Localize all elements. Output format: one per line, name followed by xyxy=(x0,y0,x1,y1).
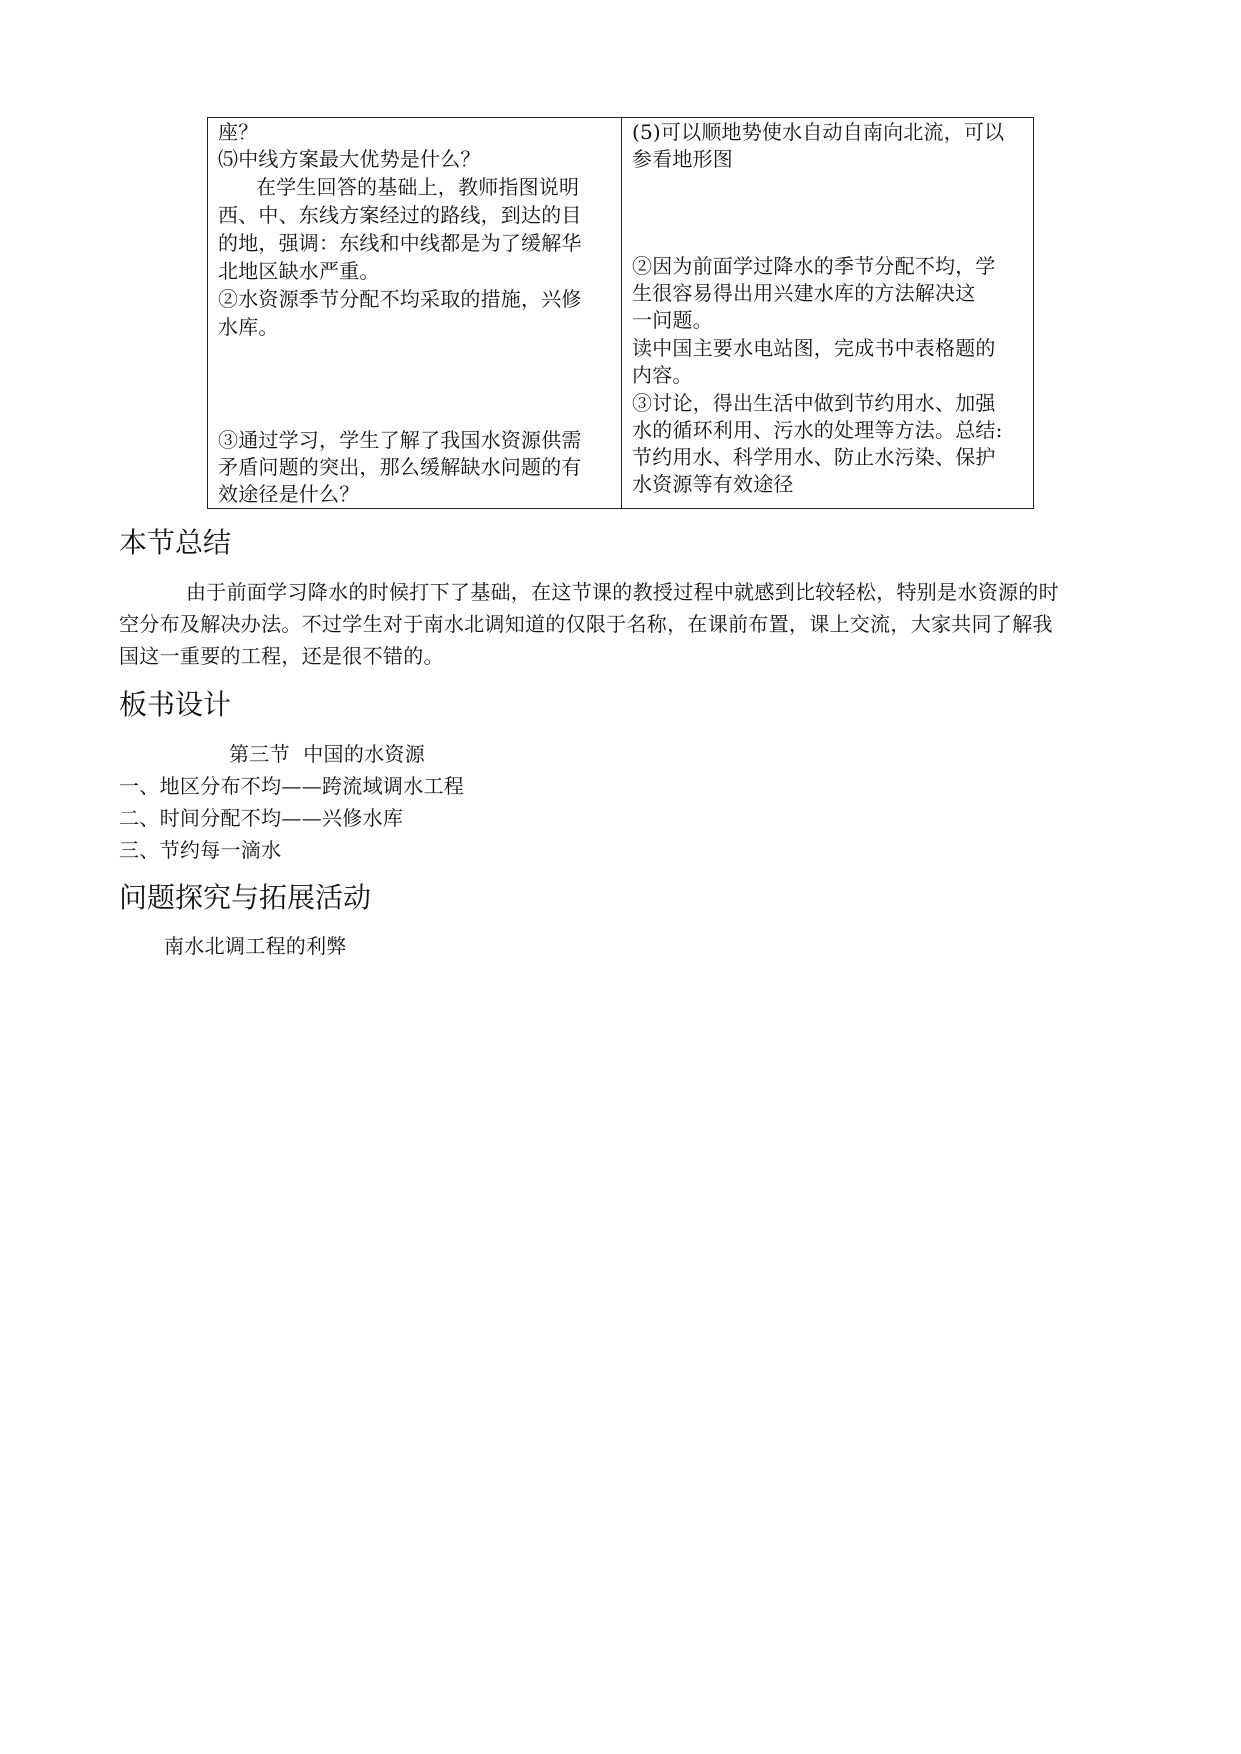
lesson-table xyxy=(207,117,1034,509)
inquiry-text: 南水北调工程的利弊 xyxy=(164,934,347,958)
table-left-line: 北地区缺水严重。 xyxy=(218,259,380,283)
table-right-line: 内容。 xyxy=(632,363,693,387)
board-item: 一、地区分布不均——跨流域调水工程 xyxy=(119,774,465,798)
table-left-line: 在学生回答的基础上，教师指图说明 xyxy=(256,175,580,199)
board-item: 二、时间分配不均——兴修水库 xyxy=(119,806,404,830)
table-left-line: 效途径是什么？ xyxy=(218,482,360,506)
table-right-line: ③讨论，得出生活中做到节约用水、加强 xyxy=(632,391,996,415)
board-item: 三、节约每一滴水 xyxy=(119,838,282,862)
summary-line: 空分布及解决办法。不过学生对于南水北调知道的仅限于名称，在课前布置，课上交流，大家共同了解我 xyxy=(119,612,1053,636)
summary-heading: 本节总结 xyxy=(119,526,232,559)
table-right-line: ②因为前面学过降水的季节分配不均，学 xyxy=(632,254,996,278)
table-right-line: 水资源等有效途径 xyxy=(632,472,794,496)
table-right-line: 节约用水、科学用水、防止水污染、保护 xyxy=(632,445,996,469)
student-activity-cell xyxy=(622,118,1033,508)
table-left-line: 座？ xyxy=(218,120,259,144)
table-left-line: ⑸中线方案最大优势是什么？ xyxy=(218,147,481,171)
summary-line: 由于前面学习降水的时候打下了基础，在这节课的教授过程中就感到比较轻松，特别是水资源的时 xyxy=(186,580,1059,604)
table-right-line: 一问题。 xyxy=(632,308,713,332)
table-right-line: 水的循环利用、污水的处理等方法。总结: xyxy=(632,418,1003,442)
inquiry-heading: 问题探究与拓展活动 xyxy=(119,881,372,914)
board-title: 第三节 中国的水资源 xyxy=(229,742,426,766)
table-right-line: 生很容易得出用兴建水库的方法解决这 xyxy=(632,281,976,305)
summary-line: 国这一重要的工程，还是很不错的。 xyxy=(119,644,444,668)
table-right-line: 参看地形图 xyxy=(632,147,733,171)
table-left-line: 西、中、东线方案经过的路线，到达的目 xyxy=(218,203,582,227)
table-right-line: 读中国主要水电站图，完成书中表格题的 xyxy=(632,336,996,360)
table-left-line: 水库。 xyxy=(218,315,279,339)
table-left-line: 的地，强调：东线和中线都是为了缓解华 xyxy=(218,231,582,255)
table-right-line: (5)可以顺地势使水自动自南向北流，可以 xyxy=(632,120,1005,144)
teacher-activity-cell xyxy=(208,118,622,508)
board-heading: 板书设计 xyxy=(119,688,232,721)
table-left-line: ③通过学习，学生了解了我国水资源供需 xyxy=(218,428,582,452)
table-left-line: 矛盾问题的突出，那么缓解缺水问题的有 xyxy=(218,455,582,479)
table-left-line: ②水资源季节分配不均采取的措施，兴修 xyxy=(218,287,582,311)
